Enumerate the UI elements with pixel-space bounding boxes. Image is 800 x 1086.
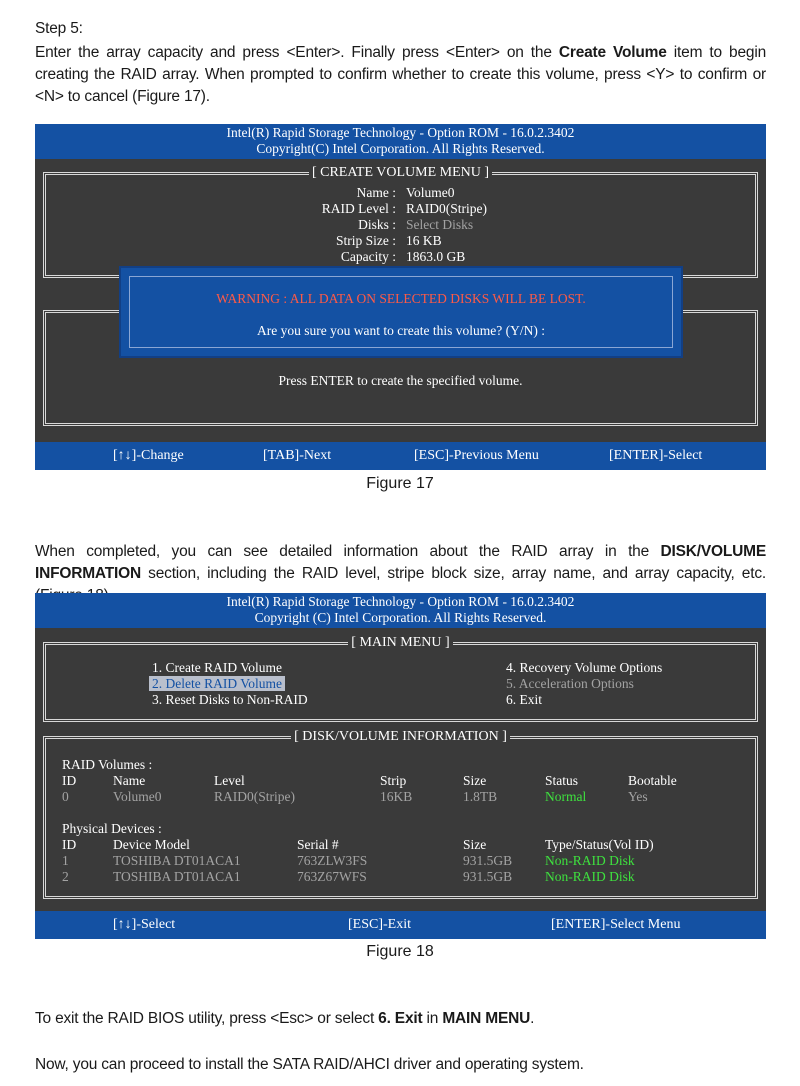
figure-18-screen bbox=[35, 593, 766, 939]
dev-header-id: ID bbox=[62, 837, 77, 852]
figure-17-screen bbox=[35, 124, 766, 470]
vol-header-id: ID bbox=[62, 773, 77, 788]
footer-previous-menu: [ESC]-Previous Menu bbox=[414, 448, 539, 463]
exit-paragraph: To exit the RAID BIOS utility, press <Esc> or select 6. Exit in MAIN MENU. bbox=[35, 1010, 535, 1027]
bios-header: Intel(R) Rapid Storage Technology - Option ROM - 16.0.2.3402 Copyright(C) Intel Corporation. All Rights Reserved. bbox=[35, 124, 766, 159]
create-volume-frame: [ CREATE VOLUME MENU ] Name : Volume0 RAID Level : RAID0(Stripe) Disks : Select Disks Strip Size : 16 KB Capacity : 1863.0 GB bbox=[43, 172, 758, 278]
vol-size: 1.8TB bbox=[463, 789, 498, 804]
confirm-prompt[interactable]: Are you sure you want to create this volume? (Y/N) : bbox=[257, 323, 545, 338]
vol-bootable: Yes bbox=[628, 789, 648, 804]
dev-1-type: Non-RAID Disk bbox=[545, 853, 635, 868]
footer-select-nav: [↑↓]-Select bbox=[113, 917, 176, 932]
vol-header-size: Size bbox=[463, 773, 487, 788]
footer-next: [TAB]-Next bbox=[263, 448, 332, 463]
vol-id: 0 bbox=[62, 789, 69, 804]
footer-select: [ENTER]-Select bbox=[609, 448, 703, 463]
dev-header-model: Device Model bbox=[113, 837, 190, 852]
menu-create-raid-volume[interactable]: 1. Create RAID Volume bbox=[152, 660, 282, 675]
dev-2-serial: 763Z67WFS bbox=[297, 869, 367, 884]
vol-status: Normal bbox=[545, 789, 587, 804]
completion-paragraph: When completed, you can see detailed information about the RAID array in the DISK/VOLUME INFORMATION section, including the RAID level, stripe block size, array name, and array capacity, etc. bbox=[35, 543, 766, 582]
dev-1-id: 1 bbox=[62, 853, 69, 868]
warning-text: WARNING : ALL DATA ON SELECTED DISKS WILL BE LOST. bbox=[216, 291, 586, 306]
menu-delete-raid-volume[interactable]: 2. Delete RAID Volume bbox=[149, 676, 285, 692]
figure-18-caption: Figure 18 bbox=[366, 943, 434, 960]
create-volume-title: [ CREATE VOLUME MENU ] bbox=[46, 165, 755, 181]
dev-2-model: TOSHIBA DT01ACA1 bbox=[113, 869, 241, 884]
step-title: Step 5: bbox=[35, 20, 83, 37]
main-menu-title: [ MAIN MENU ] bbox=[46, 635, 755, 651]
proceed-paragraph: Now, you can proceed to install the SATA RAID/AHCI driver and operating system. bbox=[35, 1056, 584, 1073]
dev-1-size: 931.5GB bbox=[463, 853, 513, 868]
vol-header-name: Name bbox=[113, 773, 146, 788]
dev-1-serial: 763ZLW3FS bbox=[297, 853, 368, 868]
vol-level: RAID0(Stripe) bbox=[214, 789, 295, 804]
confirm-dialog bbox=[119, 266, 683, 358]
menu-exit[interactable]: 6. Exit bbox=[506, 692, 542, 707]
dev-2-size: 931.5GB bbox=[463, 869, 513, 884]
dev-2-id: 2 bbox=[62, 869, 69, 884]
dev-2-type: Non-RAID Disk bbox=[545, 869, 635, 884]
bios-footer bbox=[35, 911, 766, 939]
raid-volumes-label: RAID Volumes : bbox=[62, 757, 153, 772]
vol-header-bootable: Bootable bbox=[628, 773, 677, 788]
disk-volume-info-title: [ DISK/VOLUME INFORMATION ] bbox=[46, 729, 755, 745]
bios-header: Intel(R) Rapid Storage Technology - Option ROM - 16.0.2.3402 Copyright (C) Intel Corporation. All Rights Reserved. bbox=[35, 593, 766, 628]
vol-strip: 16KB bbox=[380, 789, 413, 804]
vol-header-status: Status bbox=[545, 773, 579, 788]
footer-change: [↑↓]-Change bbox=[113, 448, 184, 463]
menu-recovery-volume-options[interactable]: 4. Recovery Volume Options bbox=[506, 660, 663, 675]
physical-devices-label: Physical Devices : bbox=[62, 821, 162, 836]
disk-volume-info-frame bbox=[43, 729, 758, 899]
dev-header-serial: Serial # bbox=[297, 837, 339, 852]
menu-reset-disks[interactable]: 3. Reset Disks to Non-RAID bbox=[152, 692, 308, 707]
footer-select-menu: [ENTER]-Select Menu bbox=[551, 917, 681, 932]
bios-footer bbox=[35, 442, 766, 470]
help-text: Press ENTER to create the specified volume. bbox=[278, 373, 523, 388]
vol-header-level: Level bbox=[214, 773, 245, 788]
dev-header-type: Type/Status(Vol ID) bbox=[545, 837, 654, 852]
dev-header-size: Size bbox=[463, 837, 487, 852]
vol-header-strip: Strip bbox=[380, 773, 407, 788]
main-menu-frame bbox=[43, 635, 758, 722]
step-paragraph: Enter the array capacity and press <Enter>. Finally press <Enter> on the Create Volume item to begin creating the RAID array. When prompted to confirm whether to create this volume, press <Y> to confirm or <N> to cancel (Figure 17). bbox=[35, 44, 766, 105]
vol-name: Volume0 bbox=[113, 789, 162, 804]
figure-17-caption: Figure 17 bbox=[366, 475, 434, 492]
menu-acceleration-options[interactable]: 5. Acceleration Options bbox=[506, 676, 634, 691]
footer-exit: [ESC]-Exit bbox=[348, 917, 411, 932]
dev-1-model: TOSHIBA DT01ACA1 bbox=[113, 853, 241, 868]
